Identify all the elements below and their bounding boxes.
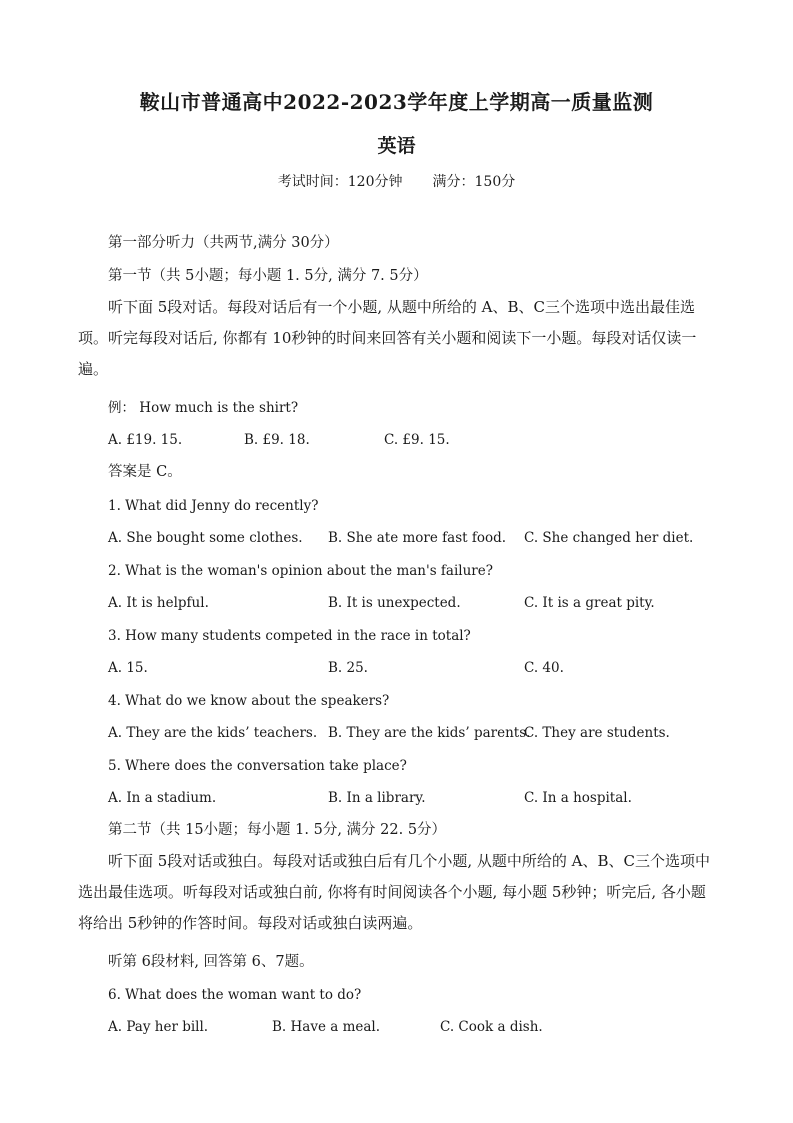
- exam-title: 鞍山市普通高中2022-2023学年度上学期高一质量监测: [139, 90, 654, 114]
- example-option-c: C. £9. 15.: [384, 432, 450, 448]
- example-question: 例： How much is the shirt?: [108, 400, 299, 416]
- question-1: 1. What did Jenny do recently?: [108, 498, 319, 514]
- exam-score: 满分：150分: [432, 174, 516, 190]
- part1-heading: 第一部分听力（共两节,满分 30分）: [108, 235, 339, 251]
- question-1-option-c: C. She changed her diet.: [524, 530, 694, 546]
- question-6-option-c: C. Cook a dish.: [440, 1019, 543, 1035]
- question-3-option-b: B. 25.: [328, 660, 368, 676]
- material6-intro: 听第 6段材料, 回答第 6、7题。: [108, 954, 314, 970]
- section1-heading: 第一节（共 5小题；每小题 1. 5分, 满分 7. 5分）: [108, 268, 428, 284]
- exam-time: 考试时间：120分钟: [277, 174, 403, 190]
- exam-info: [0, 171, 793, 191]
- question-3: 3. How many students competed in the race in total?: [108, 628, 471, 644]
- question-4: 4. What do we know about the speakers?: [108, 693, 390, 709]
- question-1-option-b: B. She ate more fast food.: [328, 530, 507, 546]
- subject-title: 英语: [377, 135, 416, 157]
- question-2: 2. What is the woman's opinion about the man's failure?: [108, 563, 493, 579]
- example-option-a: A. £19. 15.: [108, 432, 183, 448]
- section1-instructions: 听下面 5段对话。每段对话后有一个小题, 从题中所给的 A、B、C三个选项中选出最佳选项。听完每段对话后, 你都有 10秒钟的时间来回答有关小题和阅读下一小题。每段对话仅读一遍。: [78, 298, 697, 378]
- question-5-option-c: C. In a hospital.: [524, 790, 632, 806]
- question-6: 6. What does the woman want to do?: [108, 987, 362, 1003]
- section2-heading: 第二节（共 15小题；每小题 1. 5分, 满分 22. 5分）: [108, 822, 447, 838]
- question-5-option-a: A. In a stadium.: [108, 790, 217, 806]
- question-6-option-b: B. Have a meal.: [272, 1019, 381, 1035]
- question-1-option-a: A. She bought some clothes.: [108, 530, 303, 546]
- question-4-option-c: C. They are students.: [524, 725, 670, 741]
- question-3-option-c: C. 40.: [524, 660, 564, 676]
- question-2-option-b: B. It is unexpected.: [328, 595, 461, 611]
- question-2-option-c: C. It is a great pity.: [524, 595, 655, 611]
- question-4-option-a: A. They are the kids’ teachers.: [108, 725, 318, 741]
- question-5: 5. Where does the conversation take place?: [108, 758, 407, 774]
- question-2-option-a: A. It is helpful.: [108, 595, 209, 611]
- question-3-option-a: A. 15.: [108, 660, 148, 676]
- question-5-option-b: B. In a library.: [328, 790, 426, 806]
- example-option-b: B. £9. 18.: [244, 432, 310, 448]
- question-6-option-a: A. Pay her bill.: [108, 1019, 209, 1035]
- question-4-option-b: B. They are the kids’ parents.: [328, 725, 531, 741]
- example-answer: 答案是 C。: [108, 464, 182, 480]
- section2-instructions: 听下面 5段对话或独白。每段对话或独白后有几个小题, 从题中所给的 A、B、C三个选项中选出最佳选项。听每段对话或独白前, 你将有时间阅读各个小题, 每小题 5秒钟；听完后, 各小题将给出 5秒钟的作答时间。每段对话或独白读两遍。: [78, 852, 710, 932]
